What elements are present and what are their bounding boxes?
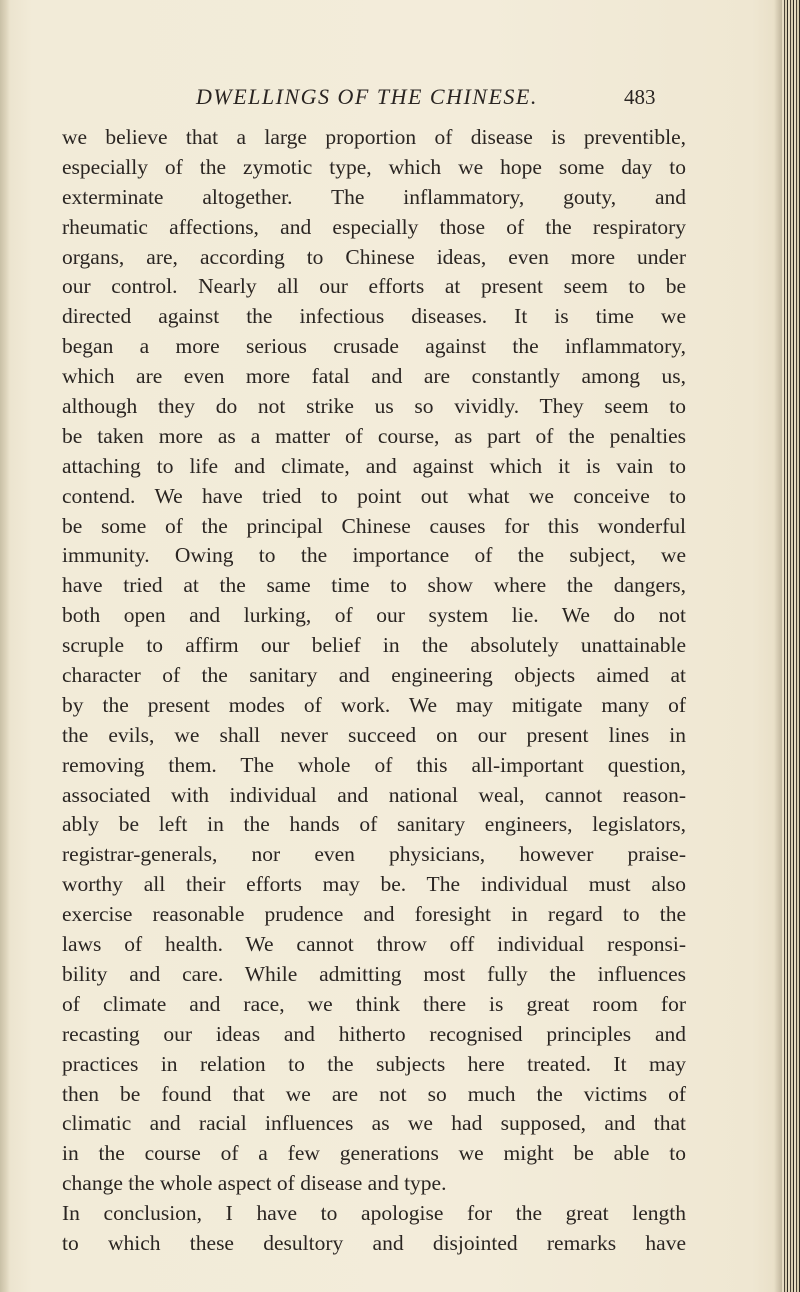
text-line: ably be left in the hands of sanitary engineers, legislators, (62, 812, 686, 837)
text-line: exterminate altogether. The inflammatory, gouty, and (62, 184, 686, 209)
text-line: both open and lurking, of our system lie. We do not (62, 603, 686, 628)
text-line: especially of the zymotic type, which we hope some day to (62, 154, 686, 179)
text-line: which are even more fatal and are constantly among us, (62, 364, 686, 389)
text-line: began a more serious crusade against the inflammatory, (62, 334, 686, 359)
text-line: exercise reasonable prudence and foresight in regard to the (62, 902, 686, 927)
page-header (0, 78, 800, 118)
text-line: associated with individual and national weal, cannot reason- (62, 782, 686, 807)
body-text (62, 123, 686, 1259)
text-line: character of the sanitary and engineering objects aimed at (62, 663, 686, 688)
text-line: registrar-generals, nor even physicians, however praise- (62, 842, 686, 867)
text-line: be taken more as a matter of course, as part of the penalties (62, 423, 686, 448)
text-line: scruple to affirm our belief in the absolutely unattainable (62, 633, 686, 658)
text-line: although they do not strike us so vividly. They seem to (62, 394, 686, 419)
page-number: 483 (624, 85, 656, 109)
page-gutter-shadow (0, 0, 10, 1292)
text-line: our control. Nearly all our efforts at present seem to be (62, 274, 686, 299)
page-edge-shadow (774, 0, 782, 1292)
text-line: bility and care. While admitting most fully the influences (62, 961, 686, 986)
text-line: practices in relation to the subjects here treated. It may (62, 1051, 686, 1076)
text-line: of climate and race, we think there is great room for (62, 991, 686, 1016)
text-line: worthy all their efforts may be. The individual must also (62, 872, 686, 897)
text-line: then be found that we are not so much the victims of (62, 1081, 686, 1106)
text-line: to which these desultory and disjointed remarks have (62, 1230, 686, 1255)
text-line: In conclusion, I have to apologise for the great length (62, 1201, 686, 1226)
text-line: contend. We have tried to point out what we conceive to (62, 483, 686, 508)
text-line: attaching to life and climate, and against which it is vain to (62, 453, 686, 478)
text-line: organs, are, according to Chinese ideas, even more under (62, 244, 686, 269)
text-line: immunity. Owing to the importance of the subject, we (62, 543, 686, 568)
text-line: removing them. The whole of this all-important question, (62, 752, 686, 777)
text-line: be some of the principal Chinese causes for this wonderful (62, 513, 686, 538)
text-line: recasting our ideas and hitherto recognised principles and (62, 1021, 686, 1046)
text-line: directed against the infectious diseases. It is time we (62, 304, 686, 329)
text-line: we believe that a large proportion of disease is preventible, (62, 125, 686, 149)
page-edges (782, 0, 800, 1292)
text-line: rheumatic affections, and especially those of the respiratory (62, 214, 686, 239)
text-line: in the course of a few generations we might be able to (62, 1141, 686, 1166)
text-line: have tried at the same time to show where the dangers, (62, 573, 686, 598)
text-line: the evils, we shall never succeed on our present lines in (62, 722, 686, 747)
text-line: by the present modes of work. We may mitigate many of (62, 692, 686, 717)
text-line: laws of health. We cannot throw off individual responsi- (62, 932, 686, 957)
running-head: DWELLINGS OF THE CHINESE. (196, 84, 538, 109)
text-line: change the whole aspect of disease and type. (62, 1171, 447, 1196)
text-line: climatic and racial influences as we had supposed, and that (62, 1111, 686, 1136)
